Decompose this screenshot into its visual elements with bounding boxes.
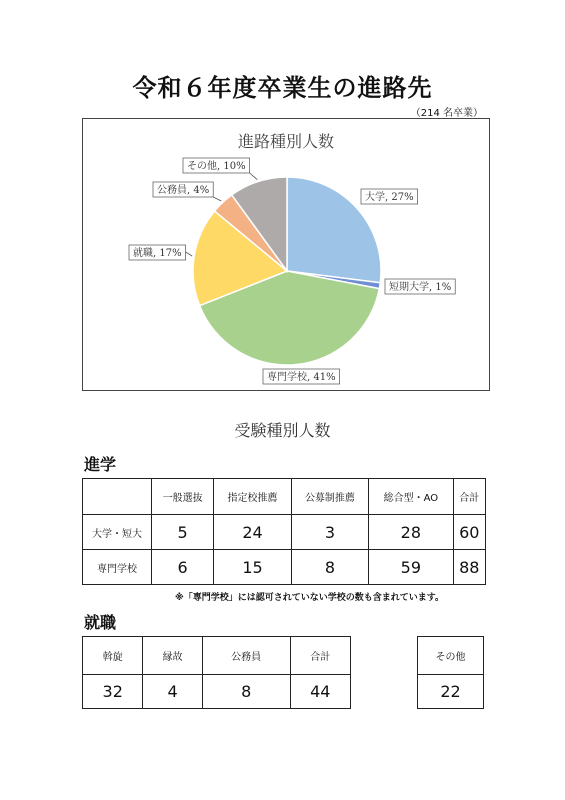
shushoku-heading: 就職	[84, 613, 117, 632]
slice-label	[153, 182, 213, 197]
slice-label	[129, 245, 186, 260]
pie-chart	[83, 119, 491, 392]
table-header-row	[83, 479, 486, 515]
slice-label	[183, 158, 250, 173]
table-cell: 8	[202, 675, 290, 709]
slice-label	[385, 279, 455, 294]
col-header: 合計	[290, 637, 350, 675]
col-header: 斡旋	[83, 637, 143, 675]
table-cell: 59	[369, 550, 453, 585]
table-cell: 32	[83, 675, 143, 709]
col-header: 公務員	[202, 637, 290, 675]
row-label: 専門学校	[83, 550, 152, 585]
footnote: ※「専門学校」には認可されていない学校の数も含まれています。	[175, 593, 445, 603]
slice-label	[361, 189, 418, 204]
leader-line	[250, 173, 258, 180]
table-cell: 15	[214, 550, 291, 585]
table-cell: 4	[143, 675, 202, 709]
table-row	[418, 675, 484, 709]
svg-text:その他, 10%: その他, 10%	[187, 161, 246, 172]
svg-text:専門学校, 41%: 専門学校, 41%	[267, 372, 336, 383]
col-header: 公募制推薦	[291, 479, 368, 515]
shingaku-table	[82, 478, 486, 585]
leader-line	[213, 197, 221, 201]
table-row	[83, 675, 351, 709]
col-header: 総合型・AO	[369, 479, 453, 515]
pie-chart-panel	[82, 118, 490, 391]
table-cell: 5	[152, 515, 214, 550]
row-label: 大学・短大	[83, 515, 152, 550]
table-row	[83, 550, 486, 585]
leader-line	[186, 252, 193, 256]
table-cell: 6	[152, 550, 214, 585]
table-row	[83, 515, 486, 550]
graduates-count: （214 名卒業）	[410, 108, 483, 119]
exam-section-heading: 受験種別人数	[234, 421, 331, 440]
col-header: 一般選抜	[152, 479, 214, 515]
col-header: 合計	[453, 479, 485, 515]
table-cell: 88	[453, 550, 485, 585]
table-cell: 24	[214, 515, 291, 550]
table-header-row	[83, 637, 351, 675]
chart-title: 進路種別人数	[237, 132, 334, 151]
shingaku-heading: 進学	[84, 455, 117, 474]
table-header-row	[418, 637, 484, 675]
shushoku-table	[82, 636, 351, 709]
slice-label	[263, 369, 340, 384]
table-cell: 8	[291, 550, 368, 585]
svg-text:公務員, 4%: 公務員, 4%	[157, 185, 210, 196]
other-table	[417, 636, 484, 709]
svg-text:短期大学, 1%: 短期大学, 1%	[389, 282, 452, 293]
col-header: 縁故	[143, 637, 202, 675]
svg-text:大学, 27%: 大学, 27%	[365, 192, 414, 203]
table-cell: 44	[290, 675, 350, 709]
table-cell: 3	[291, 515, 368, 550]
table-cell: 22	[418, 675, 484, 709]
corner-cell	[83, 479, 152, 515]
col-header: その他	[418, 637, 484, 675]
table-cell: 60	[453, 515, 485, 550]
table-cell: 28	[369, 515, 453, 550]
col-header: 指定校推薦	[214, 479, 291, 515]
svg-text:就職, 17%: 就職, 17%	[133, 248, 182, 259]
page-title: 令和６年度卒業生の進路先	[132, 74, 433, 102]
